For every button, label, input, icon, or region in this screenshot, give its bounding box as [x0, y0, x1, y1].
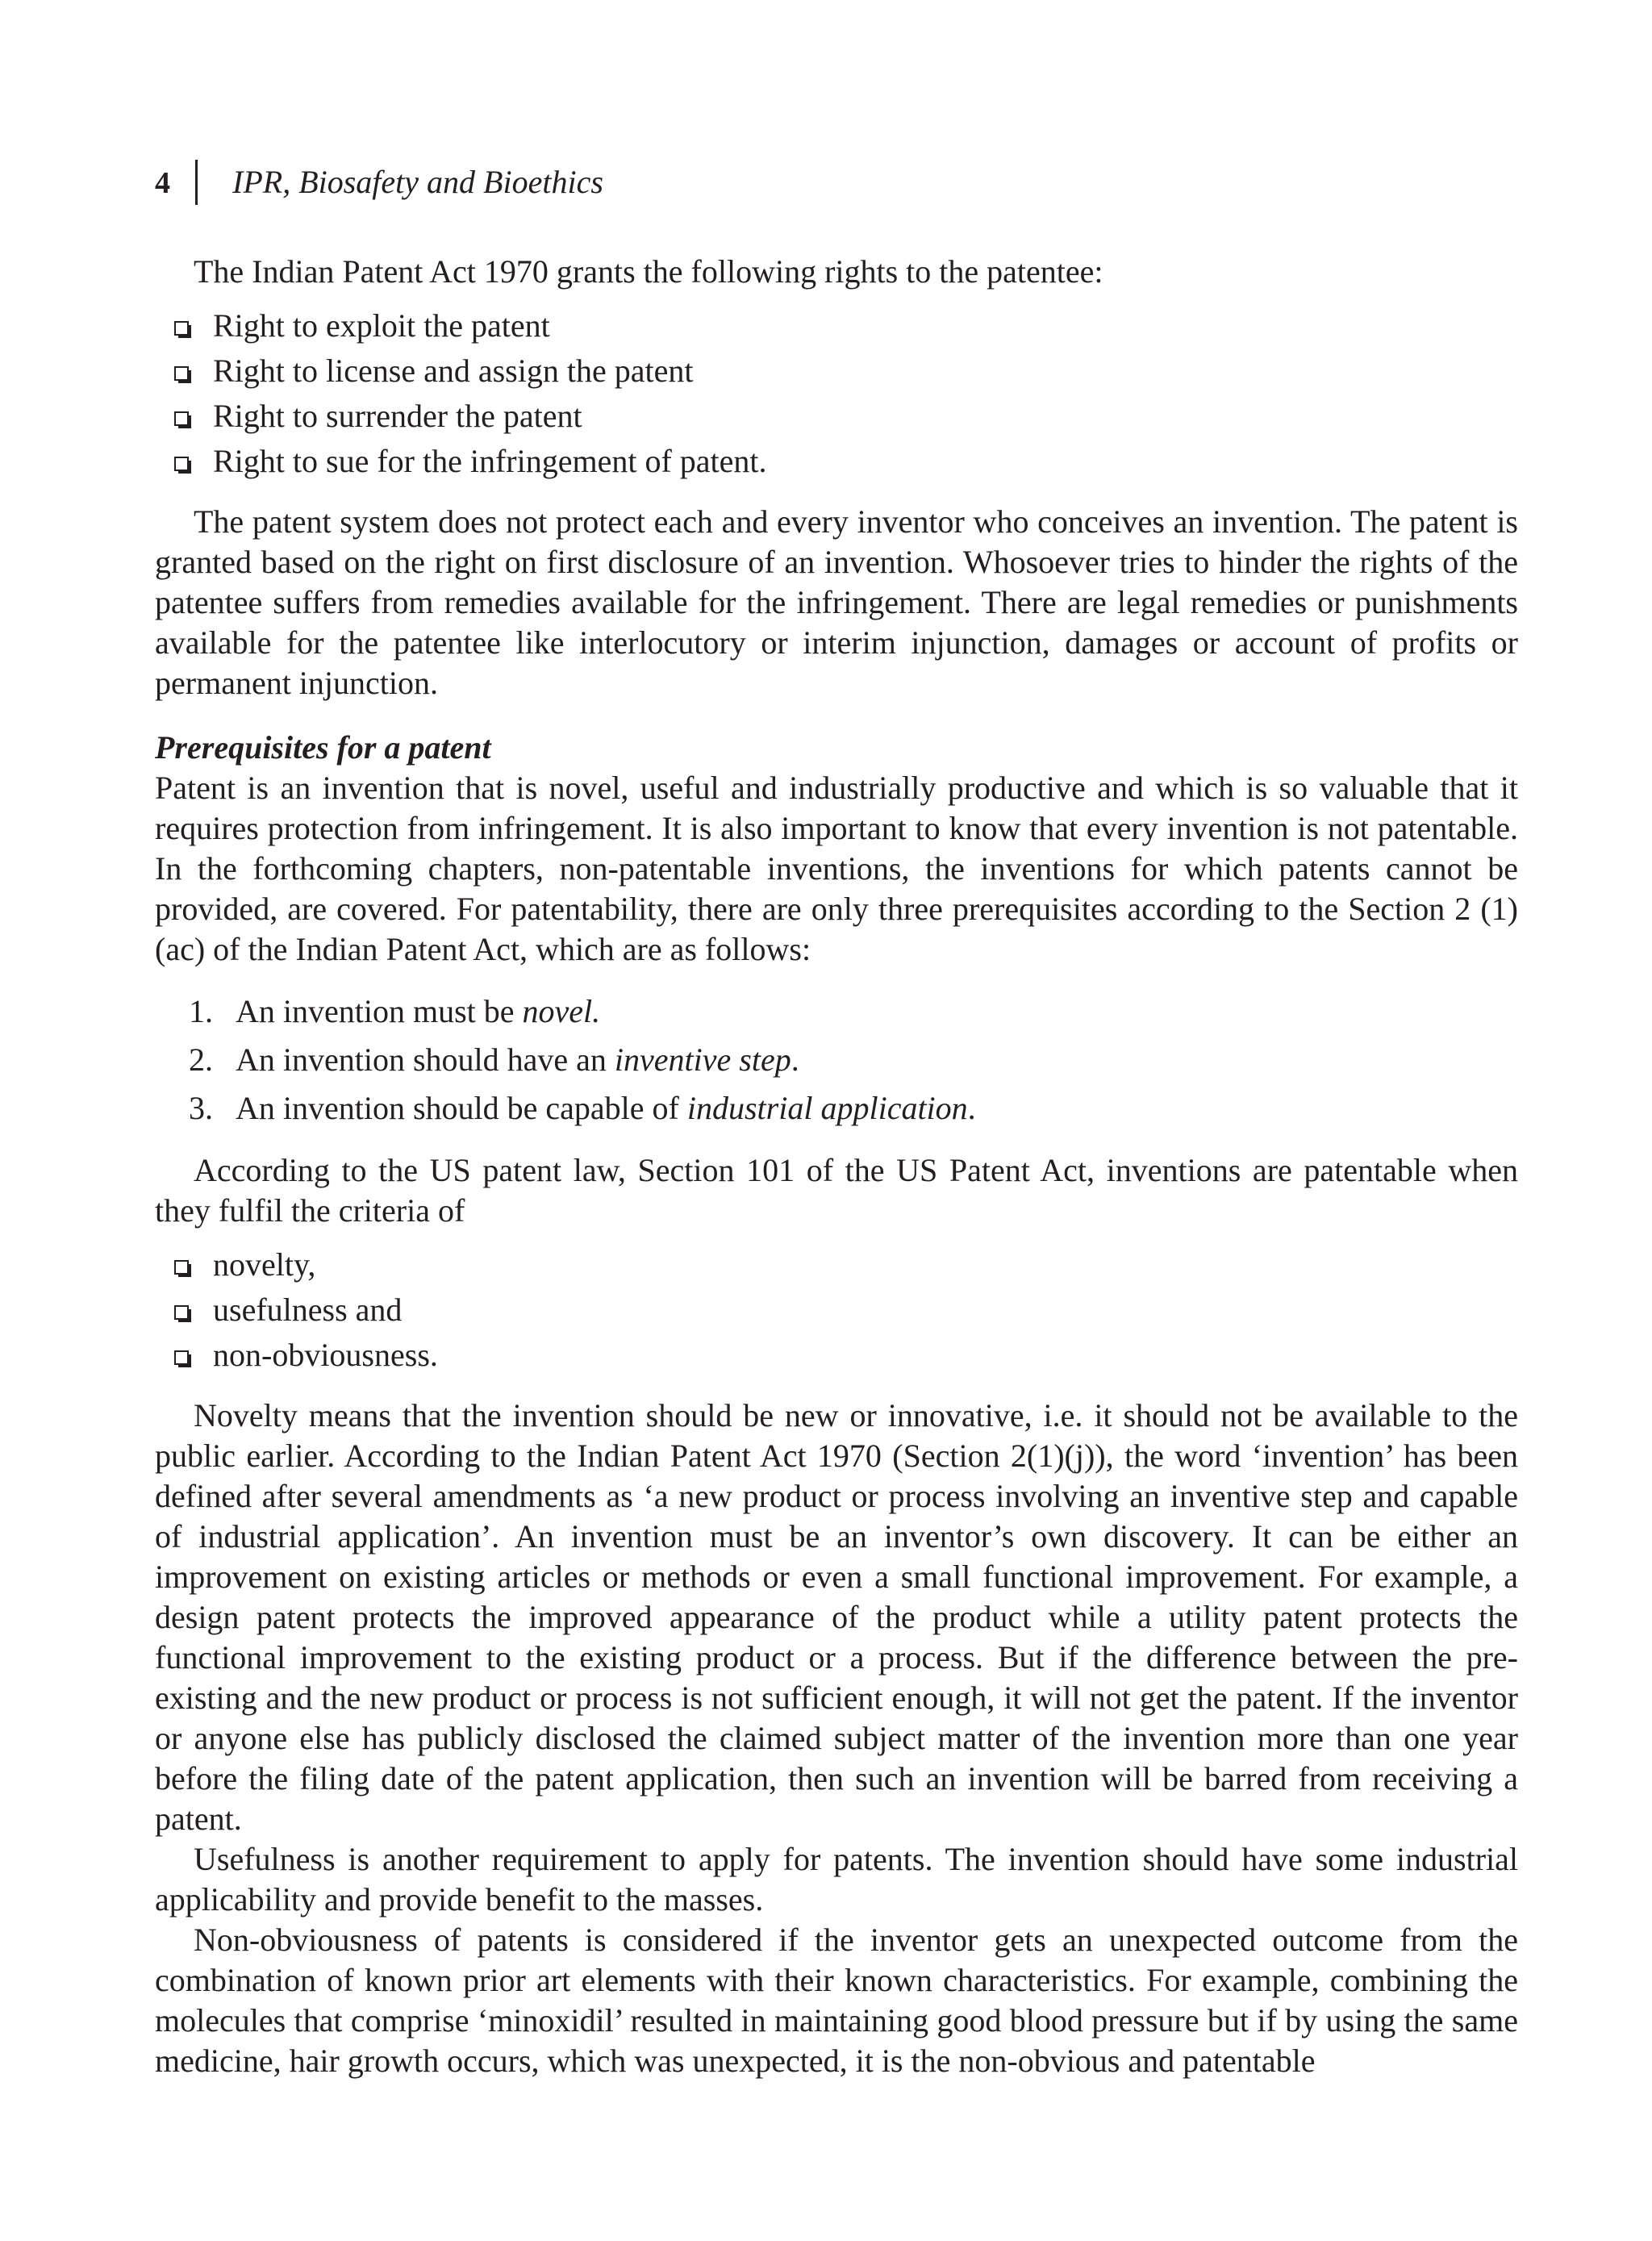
checkbox-bullet-icon: [174, 457, 189, 471]
header-divider: [195, 160, 198, 205]
running-header: [155, 160, 1526, 208]
list-item: Right to surrender the patent: [155, 394, 1518, 439]
running-title: IPR, Biosafety and Bioethics: [232, 164, 603, 200]
list-item: non-obviousness.: [155, 1333, 1518, 1378]
section-subheading: Prerequisites for a patent: [155, 729, 491, 766]
list-item: Right to sue for the infringement of patent.: [155, 439, 1518, 484]
usefulness-paragraph: Usefulness is another requirement to apply for patents. The invention should have some industrial applicability and provide benefit to the masses.: [155, 1841, 1518, 1918]
us-patent-paragraph: According to the US patent law, Section 101 of the US Patent Act, inventions are patentable when they fulfil the criteria of: [155, 1152, 1518, 1229]
non-obviousness-paragraph: Non-obviousness of patents is considered if the inventor gets an unexpected outcome from the combination of known prior art elements with their known characteristics. For example, combining the molecules that comprise ‘minoxidil’ resulted in maintaining good blood pressure but if by using the same medicine, hair growth occurs, which was unexpected, it is the non-obvious and patentable: [155, 1922, 1518, 2079]
prerequisites-list: [155, 987, 1518, 1133]
checkbox-bullet-icon: [174, 366, 189, 381]
prerequisites-paragraph: Patent is an invention that is novel, useful and industrially productive and which is so valuable that it requires protection from infringement. It is also important to know that every invention is not patentable. In the forthcoming chapters, non-patentable inventions, the inventions for which patents cannot be provided, are covered. For patentability, there are only three prerequisites according to the Section 2 (1)(ac) of the Indian Patent Act, which are as follows:: [155, 770, 1518, 967]
checkbox-bullet-icon: [174, 1260, 189, 1275]
rights-list: [155, 303, 1518, 484]
patent-system-paragraph: The patent system does not protect each and every inventor who conceives an invention. The patent is granted based on the right on first disclosure of an invention. Whosoever tries to hinder the rights of the patentee suffers from remedies available for the infringement. There are legal remedies or punishments available for the patentee like interlocutory or interim injunction, damages or account of profits or permanent injunction.: [155, 503, 1518, 701]
checkbox-bullet-icon: [174, 411, 189, 426]
page-number: 4: [155, 166, 170, 200]
page-body: [155, 252, 1518, 2081]
checkbox-bullet-icon: [174, 321, 189, 336]
novelty-paragraph: Novelty means that the invention should be new or innovative, i.e. it should not be available to the public earlier. According to the Indian Patent Act 1970 (Section 2(1)(j)), the word ‘invention’ has been defined after several amendments as ‘a new product or process involving an inventive step and capable of industrial application’. An invention must be an inventor’s own discovery. It can be either an improvement on existing articles or methods or even a small functional improvement. For example, a design patent protects the improved appearance of the product while a utility patent protects the functional improvement to the existing product or a process. But if the difference between the pre-existing and the new product or process is not sufficient enough, it will not get the patent. If the inventor or anyone else has publicly disclosed the claimed subject matter of the invention more than one year before the filing date of the patent application, then such an invention will be barred from receiving a patent.: [155, 1397, 1518, 1837]
list-item: 2. An invention should have an inventive step.: [189, 1041, 799, 1078]
list-item: novelty,: [155, 1242, 1518, 1287]
list-item: Right to license and assign the patent: [155, 348, 1518, 394]
checkbox-bullet-icon: [174, 1305, 189, 1320]
intro-paragraph: The Indian Patent Act 1970 grants the following rights to the patentee:: [194, 253, 1103, 290]
list-item: usefulness and: [155, 1287, 1518, 1333]
checkbox-bullet-icon: [174, 1350, 189, 1365]
criteria-list: [155, 1242, 1518, 1378]
list-item: 3. An invention should be capable of industrial application.: [189, 1090, 976, 1126]
list-item: Right to exploit the patent: [155, 303, 1518, 348]
list-item: 1. An invention must be novel.: [189, 993, 601, 1029]
